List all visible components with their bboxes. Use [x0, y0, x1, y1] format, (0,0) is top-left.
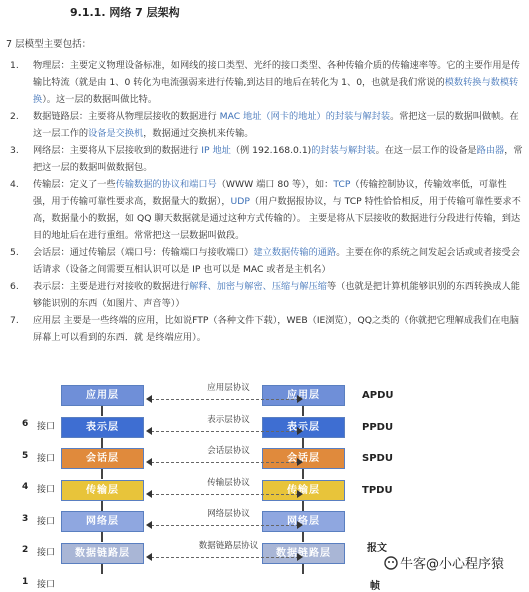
arrow-right-icon: [297, 553, 303, 561]
list-item-text: 应用层 主要是一些终端的应用，比如说FTP（各种文件下载），WEB（IE浏览），QQ之类的（你就把它理解成我们在电脑屏幕上可以看到的东西．就 是终端应用）。: [33, 315, 519, 343]
interface-label: 接口: [37, 548, 56, 558]
list-item-number: 2.: [10, 111, 19, 122]
interface-arrow-icon: [302, 564, 304, 574]
interface-arrow-icon: [302, 501, 304, 511]
data-unit-label: 帧: [370, 580, 380, 592]
protocol-label: 表示层协议: [207, 414, 250, 425]
interface-number: 3: [22, 513, 29, 524]
highlight-text: 的封装与解封装: [311, 145, 376, 156]
list-item-text: ，数据通过交换机来传输。: [143, 128, 254, 139]
layer-box-right: 传输层: [262, 480, 345, 501]
arrow-right-icon: [297, 490, 303, 498]
protocol-line: [151, 462, 299, 463]
arrow-left-icon: [146, 553, 152, 561]
layer-box-left: 应用层: [61, 385, 144, 406]
protocol-line: [151, 431, 299, 432]
interface-arrow-icon: [101, 438, 103, 448]
list-item-number: 7.: [10, 315, 19, 326]
layer-list: [6, 57, 524, 346]
data-unit-label: TPDU: [362, 484, 393, 496]
list-item-number: 1.: [10, 60, 19, 71]
data-unit-label: 报文: [367, 543, 387, 554]
interface-arrow-icon: [302, 438, 304, 448]
data-unit-label: PPDU: [362, 421, 394, 433]
list-item-text: （WWW 端口 80 等），如：: [216, 179, 334, 190]
arrow-left-icon: [146, 458, 152, 466]
watermark: [384, 553, 504, 572]
highlight-text: IP 地址: [201, 145, 231, 156]
list-item: [6, 278, 524, 312]
list-item: [6, 176, 524, 244]
data-unit-label: SPDU: [362, 453, 393, 464]
list-item: [6, 312, 524, 346]
protocol-label: 传输层协议: [207, 477, 250, 488]
highlight-text: 设备是交换机: [88, 128, 144, 139]
list-item-number: 3.: [10, 145, 19, 156]
interface-label: 接口: [37, 422, 56, 432]
arrow-right-icon: [297, 521, 303, 529]
list-item-text: 表示层：主要是进行对接收的数据进行: [33, 281, 190, 292]
list-item-text: 等（也就是把计算机能够识别的东西转换成人能够能识别的东西（如图片、声音等））: [33, 281, 520, 309]
protocol-line: [151, 399, 299, 400]
layer-box-right: 表示层: [262, 417, 345, 438]
data-unit-label: APDU: [362, 390, 394, 401]
layer-box-right: 网络层: [262, 511, 345, 532]
layer-box-left: 表示层: [61, 417, 144, 438]
list-item-text: （传输控制协议，传输效率低，可靠性强，用于传输可靠性要求高，数据量大的数据），: [33, 179, 507, 207]
highlight-text: 传输数据的协议和端口号: [115, 179, 217, 190]
highlight-text: 路由器: [476, 145, 505, 156]
interface-arrow-icon: [101, 406, 103, 416]
osi-diagram: [0, 374, 529, 592]
arrow-left-icon: [146, 395, 152, 403]
layer-box-right: 会话层: [262, 448, 345, 469]
interface-label: 接口: [37, 579, 56, 590]
list-item-text: 物理层：主要定义物理设备标准，如网线的接口类型、光纤的接口类型、各种传输介质的传输速率等。它的主要作用是传输比特流（就是由 1、0 转化为电流强弱来进行传输,到达目的地后在转化为 1、0，也就是我们常说的: [33, 60, 520, 88]
interface-number: 1: [22, 576, 29, 587]
list-item-text: 。主要在你的系统之间发起会话或或者接受会话请求（设备之间需要互相认识可以是 IP 也可以是 MAC 或者是主机名）: [33, 247, 520, 275]
list-item-text: 会话层：通过传输层（端口号：传输端口与接收端口）: [33, 247, 254, 258]
arrow-left-icon: [146, 427, 152, 435]
list-item: [6, 142, 524, 176]
protocol-label: 数据链路层协议: [198, 540, 259, 551]
list-item-text: ，常把这一层的数据叫做数据包。: [33, 145, 523, 173]
highlight-text: UDP: [230, 196, 250, 207]
nowcoder-logo-icon: [384, 556, 398, 570]
list-item-text: （例 192.168.0.1): [230, 145, 312, 156]
interface-number: 5: [22, 450, 29, 461]
interface-number: 4: [22, 482, 29, 492]
protocol-line: [151, 525, 299, 526]
highlight-text: TCP: [333, 179, 351, 190]
layer-box-left: 网络层: [61, 511, 144, 532]
list-item-number: 6.: [10, 281, 19, 292]
interface-arrow-icon: [101, 532, 103, 542]
list-item-text: ）。这一层的数据叫做比特。: [42, 94, 158, 105]
arrow-right-icon: [297, 395, 303, 403]
arrow-left-icon: [146, 521, 152, 529]
list-item: [6, 244, 524, 278]
protocol-line: [151, 494, 299, 495]
arrow-left-icon: [146, 490, 152, 498]
list-item: [6, 108, 524, 142]
interface-number: 2: [22, 545, 29, 555]
arrow-right-icon: [297, 458, 303, 466]
interface-label: 接口: [37, 516, 56, 527]
interface-arrow-icon: [302, 406, 304, 416]
arrow-right-icon: [297, 427, 303, 435]
interface-number: 6: [22, 419, 29, 429]
interface-arrow-icon: [101, 564, 103, 574]
list-item-text: 。在这一层工作的设备是: [375, 145, 477, 156]
highlight-text: 建立数据传输的通路: [253, 247, 337, 258]
interface-arrow-icon: [101, 501, 103, 511]
interface-arrow-icon: [101, 469, 103, 479]
list-item-text: 。常把这一层的数据叫做帧。在这一层工作的: [33, 111, 519, 139]
list-item-text: 数据链路层：主要将从物理层接收的数据进行: [33, 111, 220, 122]
list-item-number: 5.: [10, 247, 19, 258]
highlight-text: MAC 地址（网卡的地址）的封装与解封装: [219, 111, 391, 122]
interface-label: 接口: [37, 453, 56, 464]
layer-box-left: 传输层: [61, 480, 144, 501]
interface-label: 接口: [37, 485, 56, 495]
list-item-text: （用户数据报协议，与 TCP 特性恰恰相反，用于传输可靠性要求不高，数据量小的数据，如 QQ 聊天数据就是通过这种方式传输的）。 主要是将从下层接收的数据进行分段进行传输，到达目的地址后在进行重组。常常把这一层数据叫做段。: [33, 196, 521, 241]
protocol-label: 会话层协议: [207, 446, 250, 456]
layer-box-right: 应用层: [262, 385, 345, 406]
intro-text: 7 层模型主要包括：: [6, 39, 92, 50]
protocol-label: 应用层协议: [207, 383, 250, 393]
watermark-text: 牛客@小心程序猿: [400, 557, 505, 572]
list-item: [6, 57, 524, 108]
layer-box-left: 会话层: [61, 448, 144, 469]
protocol-line: [151, 557, 299, 558]
list-item-text: 传输层：定义了一些: [33, 179, 116, 190]
protocol-label: 网络层协议: [207, 509, 250, 519]
highlight-text: 模数转换与数模转换: [33, 77, 519, 105]
list-item-number: 4.: [10, 179, 19, 190]
layer-box-right: 数据链路层: [262, 543, 345, 564]
interface-arrow-icon: [302, 469, 304, 479]
list-item-text: 网络层：主要将从下层接收到的数据进行: [33, 145, 202, 156]
interface-arrow-icon: [302, 532, 304, 542]
section-title: 9.1.1. 网络 7 层架构: [70, 6, 180, 19]
highlight-text: 解释、加密与解密、压缩与解压缩: [189, 281, 327, 292]
layer-box-left: 数据链路层: [61, 543, 144, 564]
